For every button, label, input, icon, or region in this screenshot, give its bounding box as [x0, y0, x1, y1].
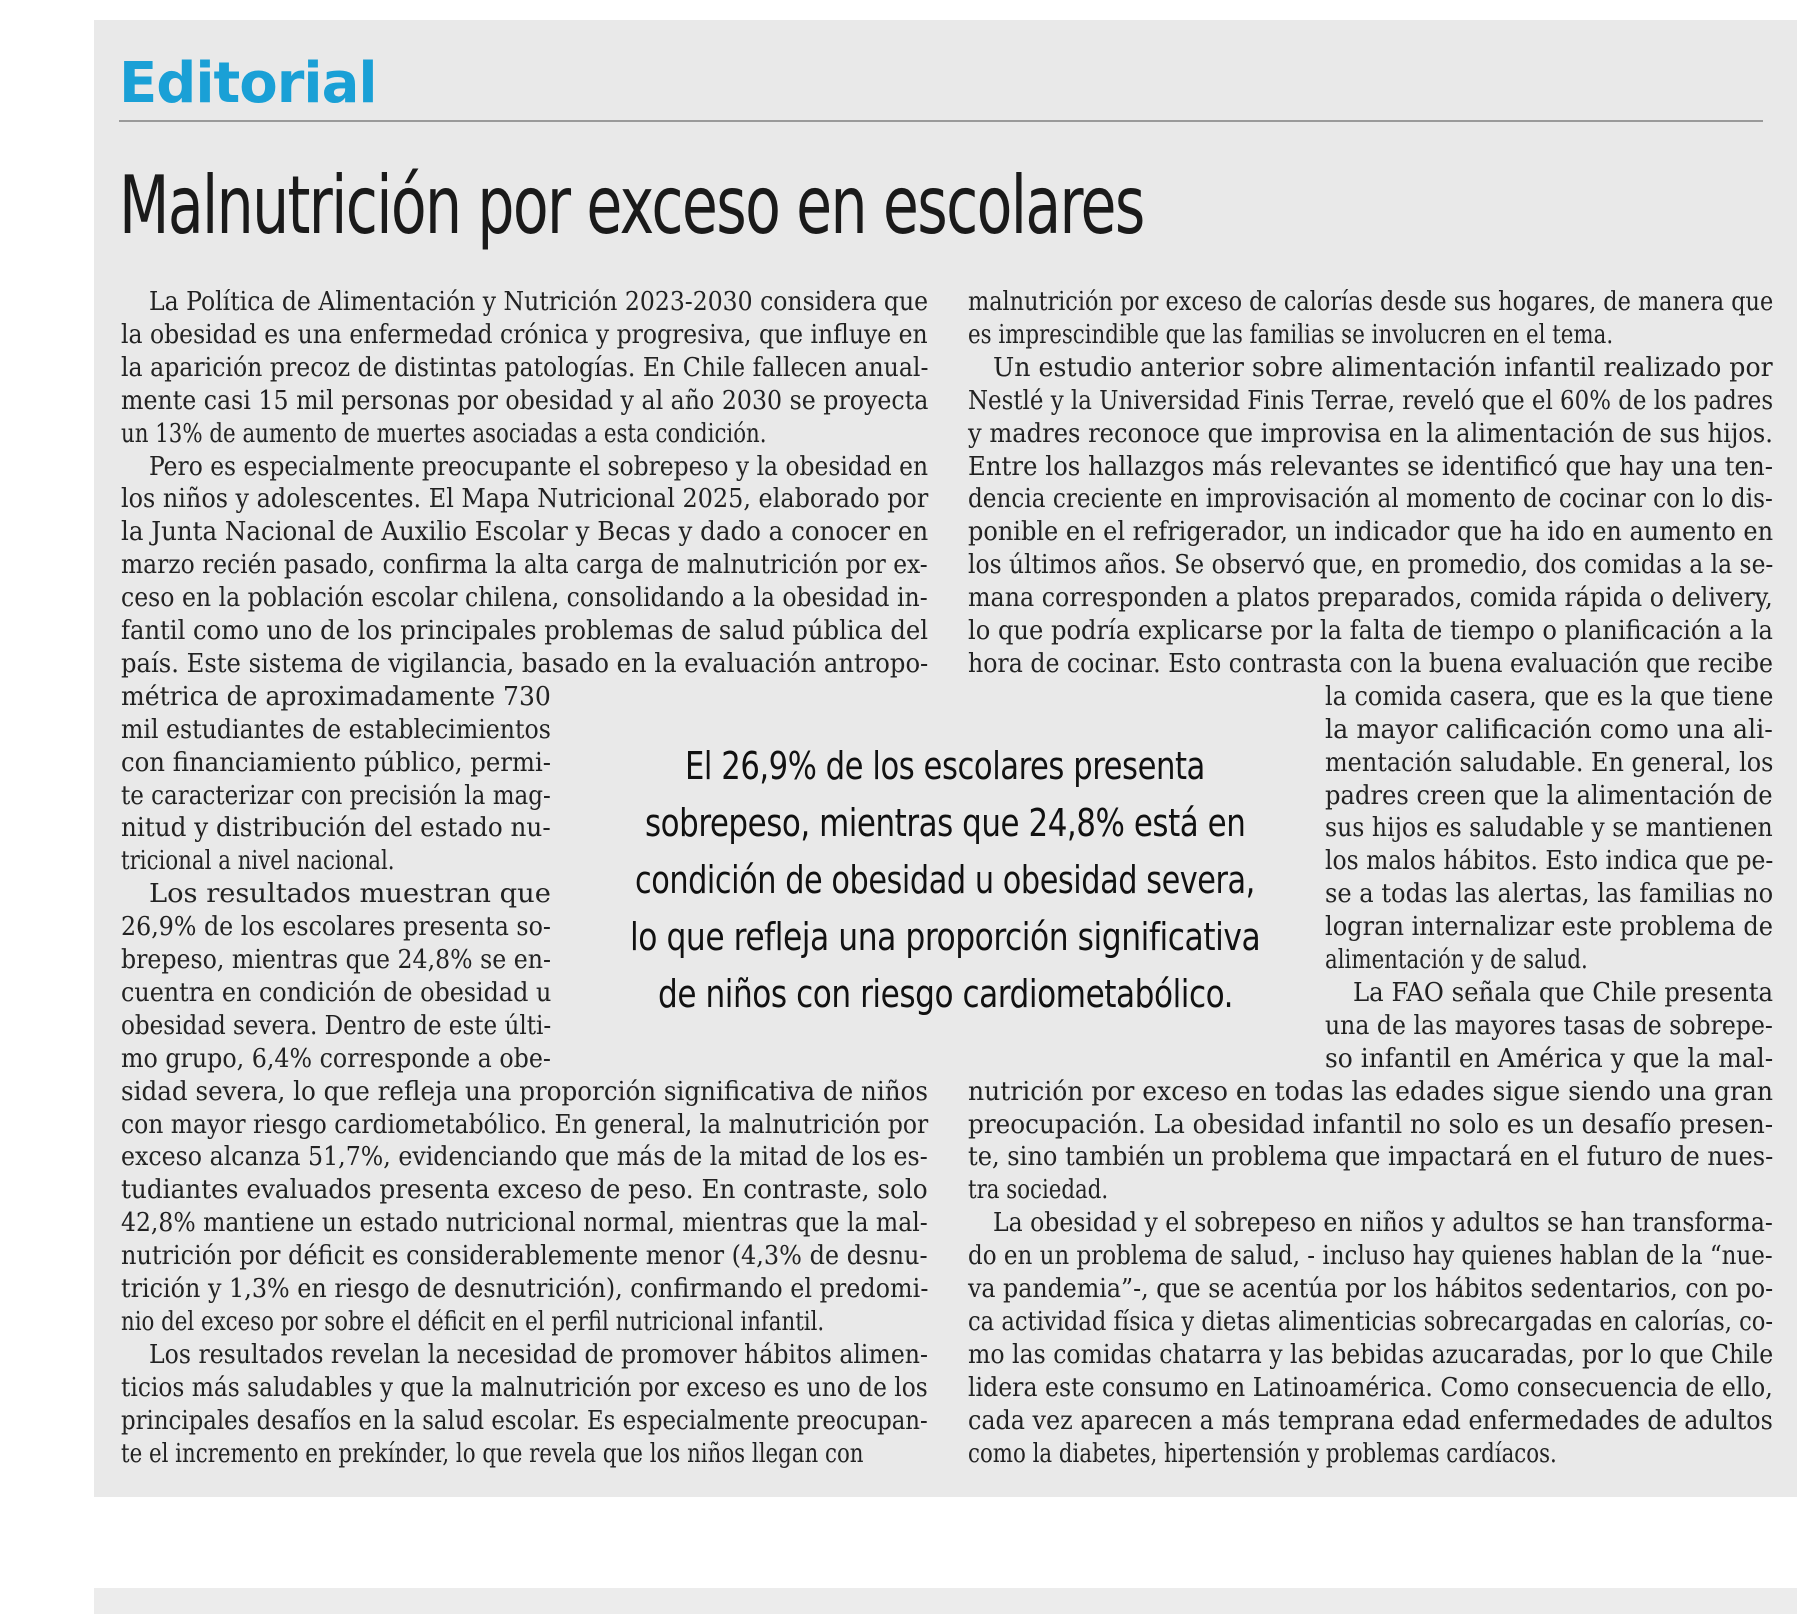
col2-line: mo las comidas chatarra y las bebidas azucaradas, por lo que Chile	[968, 1340, 1774, 1370]
col2-line: malnutrición por exceso de calorías desde sus hogares, de manera que	[968, 287, 1774, 317]
col1-line: 26,9% de los escolares presenta so-	[121, 912, 551, 942]
col1-line: 42,8% mantiene un estado nutricional normal, mientras que la mal-	[121, 1208, 928, 1238]
col1-line: la obesidad es una enfermedad crónica y progresiva, que influye en	[121, 320, 928, 350]
col1-line: principales desafíos en la salud escolar. Es especialmente preocupan-	[121, 1406, 928, 1436]
col2-line: logran internalizar este problema de	[1325, 912, 1773, 942]
col2-line: ca actividad física y dietas alimenticias sobrecargadas en calorías, co-	[968, 1307, 1774, 1337]
col2-line: mentación saludable. En general, los	[1325, 748, 1774, 778]
col2-line: cada vez aparecen a más temprana edad enfermedades de adultos	[968, 1406, 1773, 1436]
pull-quote-line: condición de obesidad u obesidad severa,	[635, 858, 1255, 902]
col1-line: Pero es especialmente preocupante el sobrepeso y la obesidad en	[149, 452, 929, 482]
col1-line: fantil como uno de los principales problemas de salud pública del	[121, 616, 928, 646]
section-divider	[119, 120, 1763, 122]
col2-line: va pandemia”-, que se acentúa por los hábitos sedentarios, con po-	[968, 1274, 1774, 1304]
col1-line: nitud y distribución del estado nu-	[121, 813, 551, 843]
col1-line: con financiamiento público, permi-	[121, 748, 552, 778]
pull-quote-line: El 26,9% de los escolares presenta	[685, 744, 1205, 788]
col1-line: te el incremento en prekínder, lo que revela que los niños llegan con	[121, 1439, 864, 1469]
col1-line: exceso alcanza 51,7%, evidenciando que más de la mitad de los es-	[121, 1142, 928, 1172]
col2-line: preocupación. La obesidad infantil no solo es un desafío presen-	[968, 1110, 1774, 1140]
bottom-strip	[94, 1588, 1797, 1614]
col1-line: mil estudiantes de establecimientos	[121, 715, 551, 745]
col2-line: se a todas las alertas, las familias no	[1325, 879, 1774, 909]
col2-line: hora de cocinar. Esto contrasta con la buena evaluación que recibe	[968, 649, 1773, 679]
col2-line: dencia creciente en improvisación al momento de cocinar con lo dis-	[968, 484, 1773, 514]
col1-line: la aparición precoz de distintas patologías. En Chile fallecen anual-	[121, 353, 929, 383]
col2-line: te, sino también un problema que impactará en el futuro de nues-	[968, 1142, 1774, 1172]
col2-line: so infantil en América y que la mal-	[1325, 1044, 1774, 1074]
headline: Malnutrición por exceso en escolares	[119, 159, 1144, 252]
col1-line: la Junta Nacional de Auxilio Escolar y Becas y dado a conocer en	[121, 517, 929, 547]
col1-line: mente casi 15 mil personas por obesidad y al año 2030 se proyecta	[121, 386, 929, 416]
col2-line: ponible en el refrigerador, un indicador que ha ido en aumento en	[968, 517, 1774, 547]
col2-line: padres creen que la alimentación de	[1325, 781, 1773, 811]
col1-line: mo grupo, 6,4% corresponde a obe-	[121, 1044, 551, 1074]
col1-line: La Política de Alimentación y Nutrición 2023-2030 considera que	[149, 287, 929, 317]
col2-line: lo que podría explicarse por la falta de tiempo o planificación a la	[968, 616, 1773, 646]
col2-line: Un estudio anterior sobre alimentación infantil realizado por	[993, 353, 1773, 383]
pull-quote-line: lo que refleja una proporción significativa	[630, 915, 1261, 959]
col2-line: La FAO señala que Chile presenta	[1353, 978, 1774, 1008]
col1-line: trición y 1,3% en riesgo de desnutrición), confirmando el predomi-	[121, 1274, 929, 1304]
col1-line: métrica de aproximadamente 730	[121, 682, 551, 712]
col2-line: una de las mayores tasas de sobrepe-	[1325, 1011, 1773, 1041]
col2-line: lidera este consumo en Latinoamérica. Como consecuencia de ello,	[968, 1373, 1773, 1403]
col1-line: sidad severa, lo que refleja una proporción significativa de niños	[121, 1077, 928, 1107]
col1-line: ceso en la población escolar chilena, consolidando a la obesidad in-	[121, 583, 928, 613]
col1-line: país. Este sistema de vigilancia, basado en la evaluación antropo-	[121, 649, 929, 679]
col1-line: obesidad severa. Dentro de este últi-	[121, 1011, 552, 1041]
col2-line: mana corresponden a platos preparados, comida rápida o delivery,	[968, 583, 1773, 613]
col1-line: un 13% de aumento de muertes asociadas a esta condición.	[121, 419, 767, 449]
col2-line: sus hijos es saludable y se mantienen	[1325, 813, 1773, 843]
col2-line: alimentación y de salud.	[1325, 945, 1588, 975]
col1-line: nio del exceso por sobre el déficit en el perfil nutricional infantil.	[121, 1307, 825, 1337]
section-label: Editorial	[119, 51, 377, 116]
col2-line: es imprescindible que las familias se involucren en el tema.	[968, 320, 1614, 350]
col2-line: los últimos años. Se observó que, en promedio, dos comidas a la se-	[968, 550, 1774, 580]
col2-line: do en un problema de salud, - incluso hay quienes hablan de la “nue-	[968, 1241, 1773, 1271]
col2-line: tra sociedad.	[968, 1175, 1109, 1205]
col2-line: y madres reconoce que improvisa en la alimentación de sus hijos.	[968, 419, 1773, 449]
col2-line: La obesidad y el sobrepeso en niños y adultos se han transforma-	[993, 1208, 1773, 1238]
pull-quote-line: sobrepeso, mientras que 24,8% está en	[645, 801, 1246, 845]
col1-line: brepeso, mientras que 24,8% se en-	[121, 945, 551, 975]
col1-line: nutrición por déficit es considerablemente menor (4,3% de desnu-	[121, 1241, 928, 1271]
col2-line: como la diabetes, hipertensión y problemas cardíacos.	[968, 1439, 1557, 1469]
col1-line: tricional a nivel nacional.	[121, 846, 395, 876]
col2-line: los malos hábitos. Esto indica que pe-	[1325, 846, 1774, 876]
col1-line: los niños y adolescentes. El Mapa Nutricional 2025, elaborado por	[121, 484, 929, 514]
col1-line: ticios más saludables y que la malnutrición por exceso es uno de los	[121, 1373, 928, 1403]
col1-line: cuentra en condición de obesidad u	[121, 978, 552, 1008]
col1-line: Los resultados muestran que	[149, 879, 551, 909]
pull-quote-line: de niños con riesgo cardiometabólico.	[658, 972, 1234, 1016]
col1-line: Los resultados revelan la necesidad de promover hábitos alimen-	[149, 1340, 928, 1370]
col2-line: la comida casera, que es la que tiene	[1325, 682, 1774, 712]
col2-line: nutrición por exceso en todas las edades sigue siendo una gran	[968, 1077, 1773, 1107]
col2-line: Entre los hallazgos más relevantes se identificó que hay una ten-	[968, 452, 1773, 482]
col2-line: Nestlé y la Universidad Finis Terrae, reveló que el 60% de los padres	[968, 386, 1774, 416]
col1-line: con mayor riesgo cardiometabólico. En general, la malnutrición por	[121, 1110, 929, 1140]
col1-line: marzo recién pasado, confirma la alta carga de malnutrición por ex-	[121, 550, 928, 580]
col1-line: te caracterizar con precisión la mag-	[121, 781, 551, 811]
col2-line: la mayor calificación como una ali-	[1325, 715, 1773, 745]
col1-line: tudiantes evaluados presenta exceso de peso. En contraste, solo	[121, 1175, 928, 1205]
